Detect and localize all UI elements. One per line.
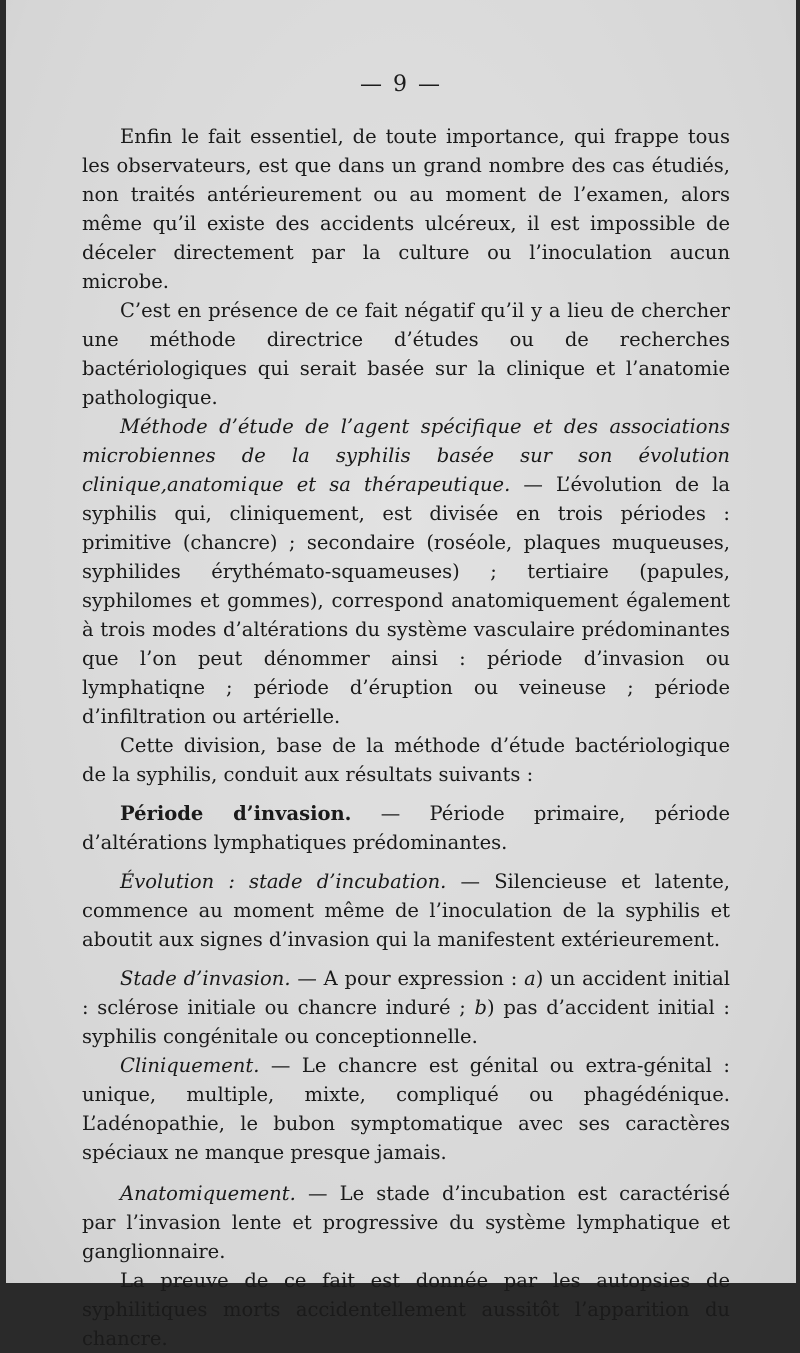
clinically-body: — Le chancre est génital ou extra-génital : unique, multiple, mixte, compliqué ou phagédénique. L’adénopathie, le bubon symptomatique avec ses caractères spéciaux ne manque presque jamais. [82, 1054, 730, 1164]
evolution-heading: Évolution : stade d’incubation. [120, 870, 447, 893]
page-body [82, 122, 730, 1353]
paragraph-anatomically [82, 1179, 730, 1266]
paragraph-division: Cette division, base de la méthode d’étude bactériologique de la syphilis, conduit aux résultats suivants : [82, 734, 730, 786]
invasion-stage-body-b: ) un accident initial : sclérose initiale ou chancre induré ; [82, 967, 730, 1019]
invasion-period-body: — Période primaire, période d’altérations lymphatiques prédominantes. [82, 802, 730, 854]
invasion-stage-body-a: — A pour expression : [290, 967, 525, 990]
page-number: — 9 — [360, 72, 442, 97]
anatomically-heading: Anatomiquement. [120, 1182, 296, 1205]
clinically-heading: Cliniquement. [120, 1054, 260, 1077]
invasion-stage-heading: Stade d’invasion. [120, 967, 291, 990]
invasion-period-heading: Période d’invasion. [120, 802, 352, 825]
paragraph-essential-fact: Enfin le fait essentiel, de toute importance, qui frappe tous les observateurs, est que dans un grand nombre des cas étudiés, non traités antérieurement ou au moment de l’examen, alors même qu’il existe des accidents ulcéreux, il est impossible de déceler directement par la culture ou l’inoculation aucun microbe. [82, 125, 730, 293]
item-b-marker: b [474, 996, 488, 1019]
invasion-stage-body-c: ) pas d’accident initial : syphilis congénitale ou conceptionnelle. [82, 996, 731, 1048]
evolution-body: — Silencieuse et latente, commence au moment même de l’inoculation de la syphilis et aboutit aux signes d’invasion qui la manifestent extérieurement. [82, 870, 731, 951]
paragraph-clinically [82, 1051, 730, 1167]
book-page [6, 0, 796, 1350]
anatomically-body: — Le stade d’incubation est caractérisé par l’invasion lente et progressive du système lymphatique et ganglionnaire. [82, 1182, 730, 1263]
item-a-marker: a [524, 967, 536, 990]
method-heading: Méthode d’étude de l’agent spécifique et des associations microbiennes de la syphilis basée sur son évolution clinique,anatomique et sa thérapeutique. [82, 415, 730, 496]
paragraph-method [82, 412, 730, 731]
paragraph-invasion-stage [82, 964, 730, 1051]
paragraph-negative-fact: C’est en présence de ce fait négatif qu’il y a lieu de chercher une méthode directrice d’études ou de recherches bactériologiques qui serait basée sur la clinique et l’anatomie pathologique. [82, 299, 730, 409]
paragraph-proof: La preuve de ce fait est donnée par les autopsies de syphilitiques morts accidentellement aussitôt l’apparition du chancre. [82, 1269, 730, 1350]
method-body: — L’évolution de la syphilis qui, cliniquement, est divisée en trois périodes : primitive (chancre) ; secondaire (roséole, plaques muqueuses, syphilides érythémato-squameuses) ; tertiaire (papules, syphilomes et gommes), correspond anatomiquement également à trois modes d’altérations du système vasculaire prédominantes que l’on peut dénommer ainsi : période d’invasion ou lymphatiqne ; période d’éruption ou veineuse ; période d’infiltration ou artérielle. [82, 473, 730, 728]
paragraph-invasion-period [82, 799, 730, 857]
paragraph-evolution [82, 867, 730, 954]
